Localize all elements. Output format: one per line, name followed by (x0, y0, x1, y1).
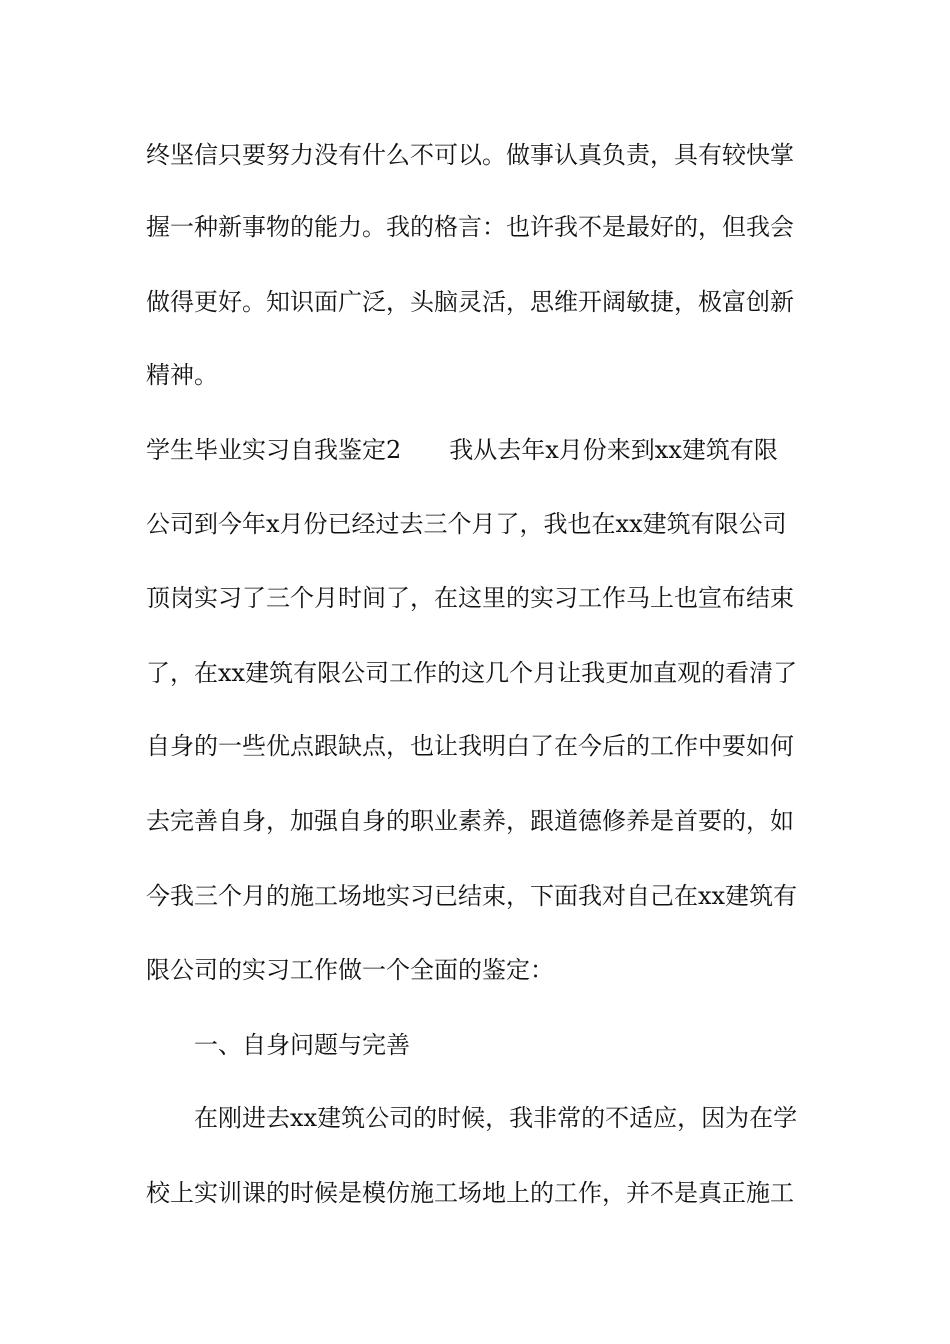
text-line: 在刚进去xx建筑公司的时候，我非常的不适应，因为在学 (146, 1104, 798, 1132)
text-line: 今我三个月的施工场地实习已结束，下面我对自己在xx建筑有 (146, 882, 798, 910)
text-line: 顶岗实习了三个月时间了，在这里的实习工作马上也宣布结束 (146, 584, 794, 612)
section-heading-line: 学生毕业实习自我鉴定2 我从去年x月份来到xx建筑有限 (146, 436, 778, 464)
text-line: 握一种新事物的能力。我的格言：也许我不是最好的，但我会 (146, 213, 794, 241)
text-line: 去完善自身，加强自身的职业素养，跟道德修养是首要的，如 (146, 807, 794, 835)
text-line: 了，在xx建筑有限公司工作的这几个月让我更加直观的看清了 (146, 659, 798, 687)
text-line: 公司到今年x月份已经过去三个月了，我也在xx建筑有限公司 (146, 510, 787, 538)
text-line: 自身的一些优点跟缺点，也让我明白了在今后的工作中要如何 (146, 732, 794, 760)
text-line: 校上实训课的时候是模仿施工场地上的工作，并不是真正施工 (146, 1179, 794, 1207)
text-line: 精神。 (146, 361, 218, 389)
text-line: 终坚信只要努力没有什么不可以。做事认真负责，具有较快掌 (146, 141, 794, 169)
text-line: 做得更好。知识面广泛，头脑灵活，思维开阔敏捷，极富创新 (146, 288, 794, 316)
subsection-heading: 一、自身问题与完善 (146, 1031, 410, 1059)
text-line: 限公司的实习工作做一个全面的鉴定： (146, 956, 554, 984)
